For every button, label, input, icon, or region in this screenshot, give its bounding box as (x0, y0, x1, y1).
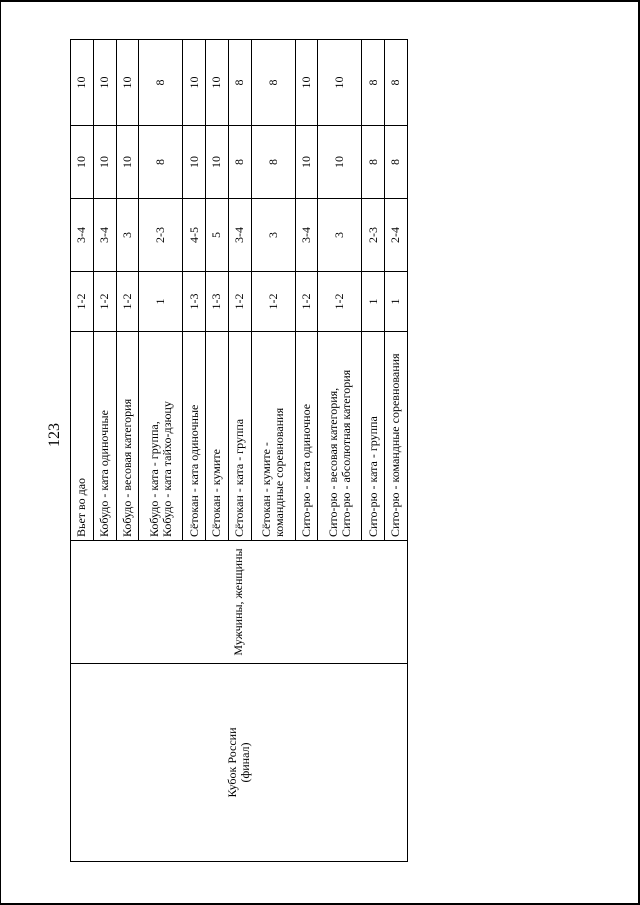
value-cell: 8 (228, 126, 251, 199)
value-cell: 10 (295, 40, 318, 126)
value-cell: 8 (228, 40, 251, 126)
value-cell: 10 (183, 126, 206, 199)
table-row (71, 40, 94, 862)
places-cell: 3 (318, 199, 362, 272)
value-cell: 8 (251, 126, 295, 199)
value-cell: 10 (93, 126, 116, 199)
results-table (70, 39, 408, 862)
value-cell: 8 (251, 40, 295, 126)
places-cell: 2-4 (385, 199, 408, 272)
value-cell: 8 (139, 126, 183, 199)
event-name: Кубок России (224, 727, 239, 798)
value-cell: 8 (362, 126, 385, 199)
value-cell: 10 (183, 40, 206, 126)
group-cell: Мужчины, женщины (71, 541, 408, 664)
places-cell: 1-2 (228, 272, 251, 332)
discipline-cell: Сётокан - кумите (206, 332, 229, 541)
value-cell: 10 (318, 126, 362, 199)
value-cell: 8 (362, 40, 385, 126)
event-stage: (финал) (238, 742, 252, 783)
discipline-cell: Сито-рю - командные соревнования (385, 332, 408, 541)
places-cell: 3-4 (93, 199, 116, 272)
rotated-page (46, 40, 408, 862)
places-cell: 3 (116, 199, 139, 272)
value-cell: 10 (93, 40, 116, 126)
value-cell: 10 (116, 40, 139, 126)
places-cell: 1-2 (251, 272, 295, 332)
value-cell: 10 (116, 126, 139, 199)
places-cell: 1-2 (116, 272, 139, 332)
discipline-cell: Сётокан - кумите - командные соревнования (251, 332, 295, 541)
places-cell: 1 (139, 272, 183, 332)
places-cell: 1 (385, 272, 408, 332)
places-cell: 3-4 (295, 199, 318, 272)
places-cell: 2-3 (362, 199, 385, 272)
places-cell: 5 (206, 199, 229, 272)
places-cell: 3 (251, 199, 295, 272)
discipline-cell: Вьет во дао (71, 332, 94, 541)
results-table-body (71, 40, 408, 862)
places-cell: 1-2 (318, 272, 362, 332)
places-cell: 2-3 (139, 199, 183, 272)
value-cell: 8 (385, 126, 408, 199)
discipline-cell: Сито-рю - весовая категория, Сито-рю - абсолютная категория (318, 332, 362, 541)
scan-border-top (0, 0, 640, 2)
value-cell: 10 (318, 40, 362, 126)
places-cell: 3-4 (71, 199, 94, 272)
places-cell: 4-5 (183, 199, 206, 272)
value-cell: 8 (385, 40, 408, 126)
places-cell: 1 (362, 272, 385, 332)
places-cell: 3-4 (228, 199, 251, 272)
places-cell: 1-2 (71, 272, 94, 332)
value-cell: 10 (71, 126, 94, 199)
value-cell: 8 (139, 40, 183, 126)
discipline-cell: Сётокан - ката одиночные (183, 332, 206, 541)
discipline-cell: Кобудо - ката одиночные (93, 332, 116, 541)
discipline-cell: Сито-рю - ката - группа (362, 332, 385, 541)
value-cell: 10 (71, 40, 94, 126)
scan-border-left (0, 0, 1, 905)
value-cell: 10 (206, 40, 229, 126)
discipline-cell: Сётокан - ката - группа (228, 332, 251, 541)
discipline-cell: Кобудо - весовая категория (116, 332, 139, 541)
value-cell: 10 (295, 126, 318, 199)
places-cell: 1-3 (183, 272, 206, 332)
discipline-cell: Сито-рю - ката одиночное (295, 332, 318, 541)
page-number: 123 (46, 423, 63, 447)
places-cell: 1-2 (295, 272, 318, 332)
value-cell: 10 (206, 126, 229, 199)
places-cell: 1-2 (93, 272, 116, 332)
discipline-cell: Кобудо - ката - группа, Кобудо - ката тайхо-дзюцу (139, 332, 183, 541)
places-cell: 1-3 (206, 272, 229, 332)
event-cell (71, 664, 408, 862)
